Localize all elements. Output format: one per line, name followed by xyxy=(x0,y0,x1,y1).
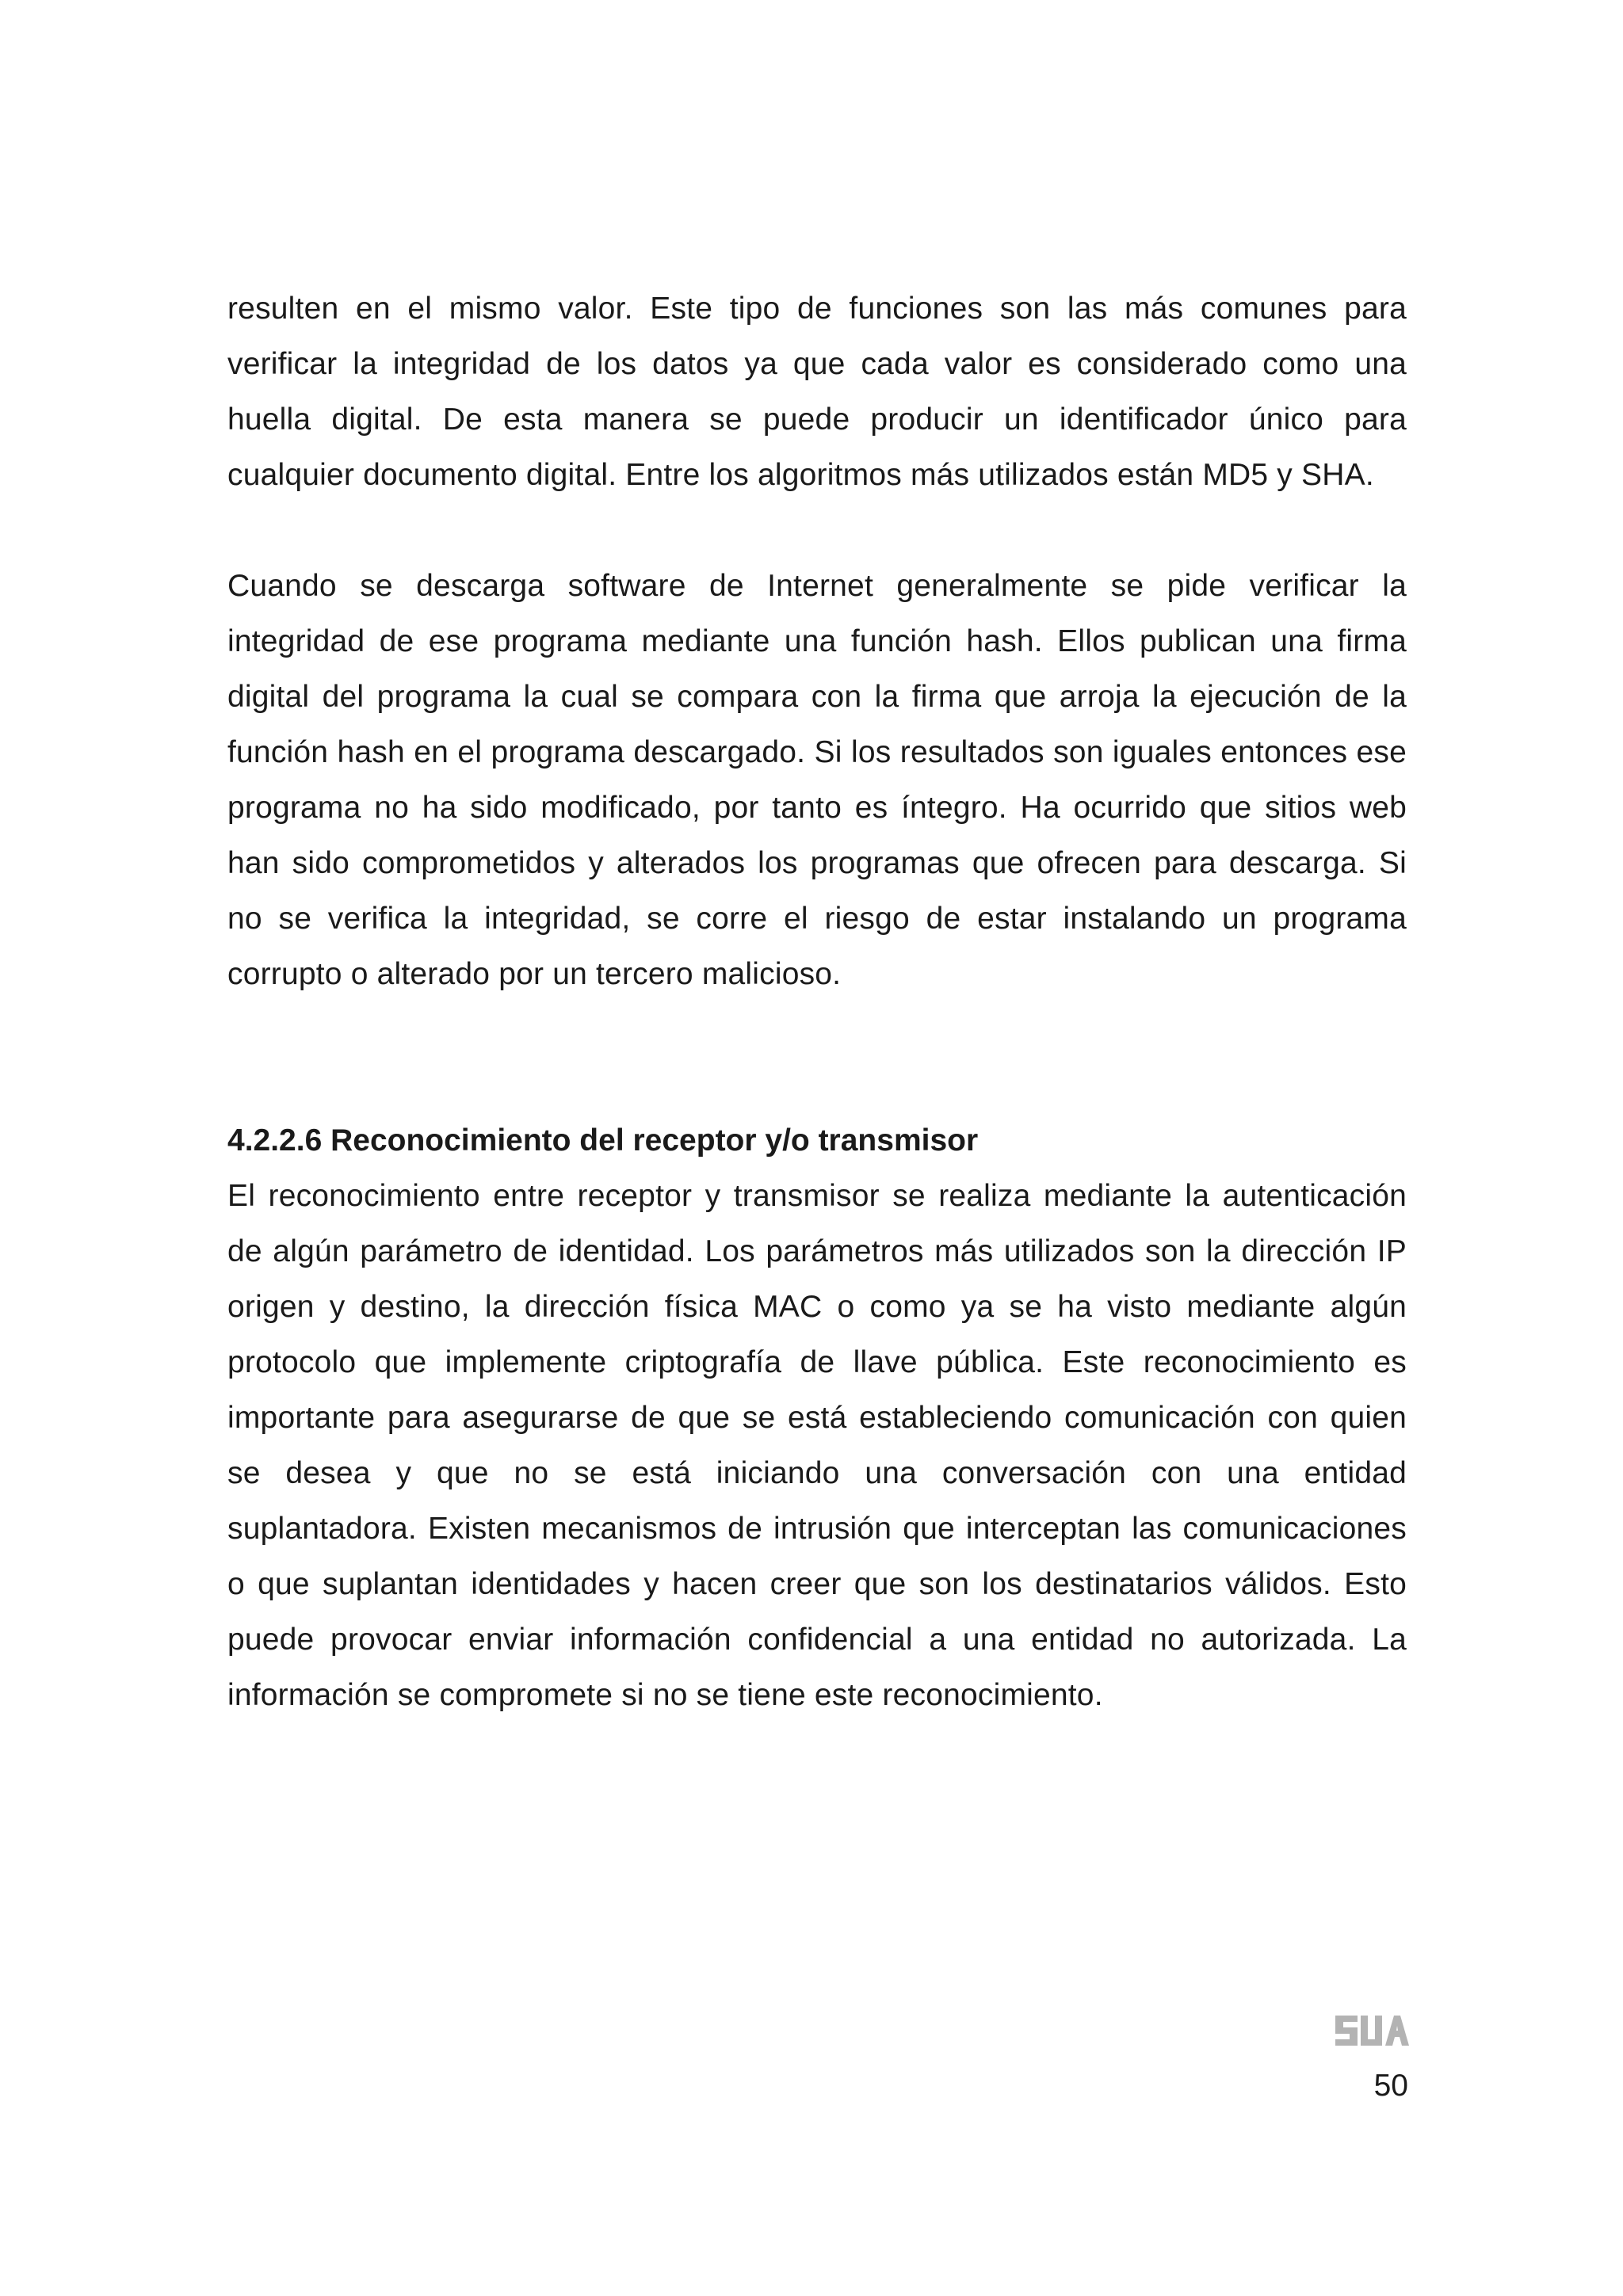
body-paragraph: Cuando se descarga software de Internet generalmente se pide verificar la integridad de ese programa mediante una función hash. Ellos publican una firma digital del programa la cual se compara con la firma que arroja la ejecución de la función hash en el programa descargado. Si los resultados son iguales entonces ese programa no ha sido modificado, por tanto es íntegro. Ha ocurrido que sitios web han sido comprometidos y alterados los programas que ofrecen para descarga. Si no se verifica la integridad, se corre el riesgo de estar instalando un programa corrupto o alterado por un tercero malicioso. xyxy=(227,569,1407,991)
body-paragraph: El reconocimiento entre receptor y transmisor se realiza mediante la autenticación de algún parámetro de identidad. Los parámetros más utilizados son la dirección IP origen y destino, la dirección física MAC o como ya se ha visto mediante algún protocolo que implemente criptografía de llave pública. Este reconocimiento es importante para asegurarse de que se está estableciendo comunicación con quien se desea y que no se está iniciando una conversación con una entidad suplantadora. Existen mecanismos de intrusión que interceptan las comunicaciones o que suplantan identidades y hacen creer que son los destinatarios válidos. Esto puede provocar enviar información confidencial a una entidad no autorizada. La información se compromete si no se tiene este reconocimiento. xyxy=(227,1179,1407,1712)
page-number: 50 xyxy=(1373,2069,1408,2103)
section-heading: 4.2.2.6 Reconocimiento del receptor y/o transmisor xyxy=(227,1123,979,1158)
body-paragraph: resulten en el mismo valor. Este tipo de funciones son las más comunes para verificar la integridad de los datos ya que cada valor es considerado como una huella digital. De esta manera se puede producir un identificador único para cualquier documento digital. Entre los algoritmos más utilizados están MD5 y SHA. xyxy=(227,292,1407,492)
page-content xyxy=(227,281,1407,1723)
sua-logo-icon xyxy=(1334,2012,1410,2049)
